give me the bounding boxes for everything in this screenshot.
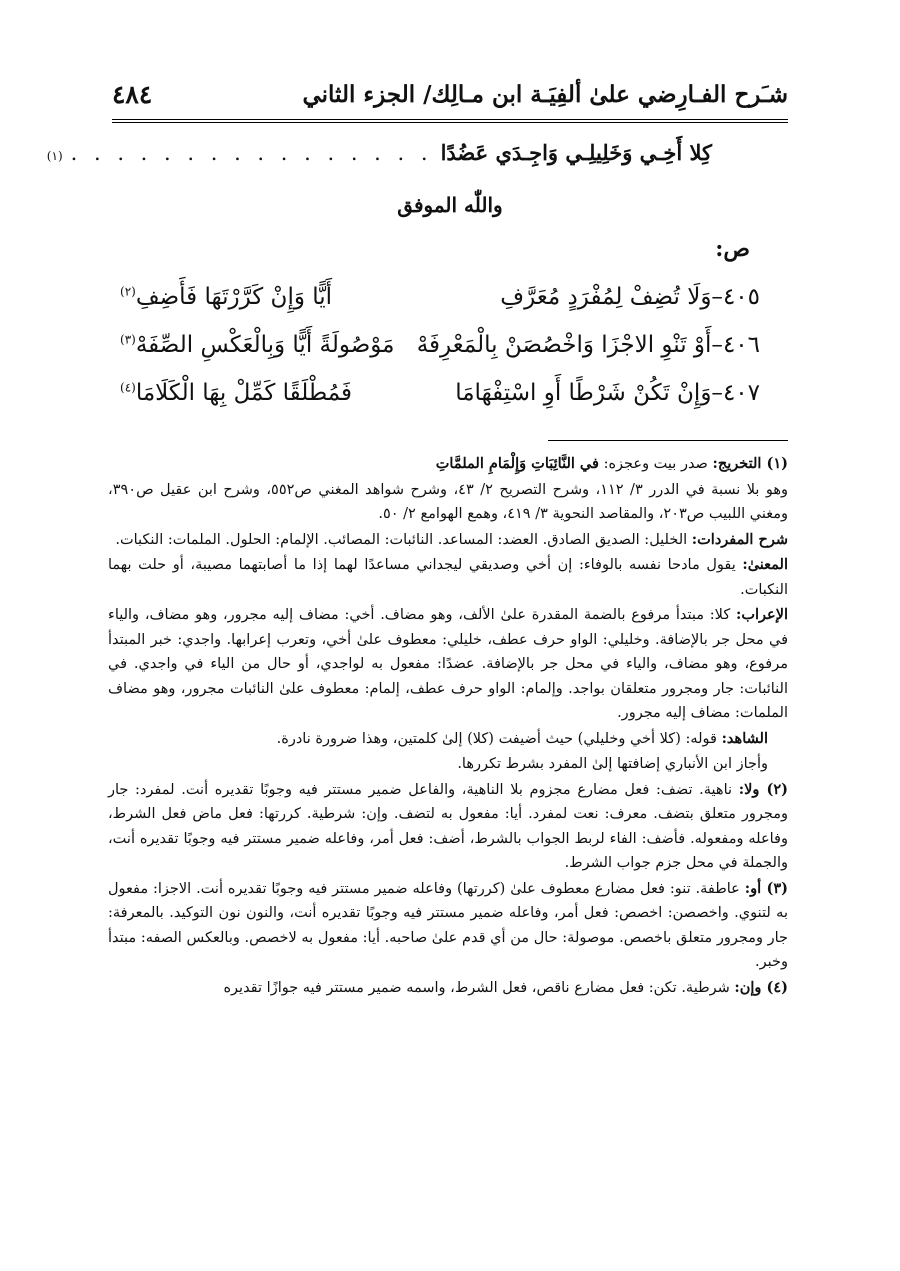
hemistich-first: ٤٠٧–وَإِنْ تَكُنْ شَرْطًا أَوِ اسْتِفْهَامَا: [455, 380, 760, 406]
footnote-paragraph: (٢) ولا: ناهية. تضف: فعل مضارع مجزوم بلا الناهية، والفاعل ضمير مستتر فيه وجوبًا تقديره أنت. لمفرد: جار ومجرور متعلق بتضف. معرف: نعت لمفرد. أيا: مفعول به لتضف. وإن: شرطية. كررتها: فعل ماض فعل الشرط، وفاعله ومفعوله. فأضف: الفاء لربط الجواب بالشرط، أضف: فعل أمر، وفاعله ضمير مستتر فيه وجوبًا تقديره أنت، والجملة في محل جزم جواب الشرط.: [108, 780, 788, 871]
footnote-ref[interactable]: (١): [46, 149, 63, 163]
page-number: ٤٨٤: [112, 79, 153, 109]
footnote-ref[interactable]: (٣): [120, 332, 136, 347]
footnote-paragraph: شرح المفردات: الخليل: الصديق الصادق. العضد: المساعد. النائبات: المصائب. الإلمام: الحلول. الملمات: النكبات.: [115, 530, 788, 548]
poem-line: [120, 332, 760, 372]
footnote-separator: [548, 440, 788, 441]
footnote-ref[interactable]: (٤): [120, 380, 136, 395]
poem-line: [120, 380, 760, 420]
footnote-paragraph: الإعراب: كلا: مبتدأ مرفوع بالضمة المقدرة علىٰ الألف، وهو مضاف. أخي: مضاف إليه مجرور، وهو مضاف، والياء في محل جر بالإضافة. وخليلي: الواو حرف عطف، خليلي: معطوف علىٰ أخي، وتعرب إعرابها. واجدي: خبر المبتدأ مرفوع، وهو مضاف، والياء في محل جر بالإضافة. عضدًا: مفعول به لواجدي، أو حال من الياء في واجدي. في النائبات: جار ومجرور متعلقان بواجد. وإلمام: الواو حرف عطف، إلمام: معطوف علىٰ النائبات مجرور، وهو مضاف الملمات: مضاف إليه مجرور.: [108, 606, 788, 721]
header-rule: [112, 119, 788, 123]
footnote-paragraph: (١) التخريج: صدر بيت وعجزه: في النَّائِبَاتِ وَإِلْمَامِ الملمَّاتِ: [435, 455, 788, 472]
quoted-verse: [46, 140, 712, 165]
footnote-paragraph: (٣) أو: عاطفة. تنو: فعل مضارع معطوف علىٰ (كررتها) وفاعله ضمير مستتر فيه وجوبًا تقديره أنت. الاجزا: مفعول به لتنوي. واخصصن: اخصص: فعل أمر، وفاعله ضمير مستتر فيه وجوبًا تقديره أنت، والنون نون التوكيد. بالمعرفة: جار ومجرور متعلق باخصص. موصولة: حال من أي قدم علىٰ صاحبه. أيا: مفعول به لاخصص. وبالعكس الصفه: مبتدأ وخبر.: [108, 879, 788, 970]
hemistich-second: مَوْصُولَةً أَيًّا وَبِالْعَكْسِ الصِّفَهْ$^{(٣)}$: [120, 332, 395, 358]
section-marker: ص:: [715, 236, 750, 262]
footnote-paragraph: وهو بلا نسبة في الدرر ٣/ ١١٢، وشرح التصريح ٢/ ٤٣، وشرح شواهد المغني ص٥٥٢، وشرح ابن عقيل ص٣٩٠، ومغني اللبيب ص٢٠٣، والمقاصد النحوية ٣/ ٤١٩، وهمع الهوامع ٢/ ٥٠.: [108, 481, 789, 522]
hemistich-second: فَمُطْلَقًا كَمِّلْ بِهَا الْكَلَامَا$^{(٤)}$: [120, 380, 353, 406]
hemistich-first: ٤٠٥–وَلَا تُضِفْ لِمُفْرَدٍ مُعَرَّفِ: [500, 284, 760, 310]
hemistich-second: أَيًّا وَإِنْ كَرَّرْتَهَا فَأَضِفِ$^{(٢)}$: [120, 284, 333, 310]
footnote-ref[interactable]: (٢): [120, 284, 136, 299]
hemistich-first: ٤٠٦–أَوْ تَنْوِ الاجْزَا وَاخْصُصَنْ بِالْمَعْرِفَهْ: [416, 332, 760, 358]
footnote-paragraph: وأجاز ابن الأنباري إضافتها إلىٰ المفرد بشرط تكررها.: [457, 756, 768, 772]
verse-dots: . . . . . . . . . . . . . . . .: [70, 141, 433, 165]
page-header: [112, 72, 788, 116]
closing-phrase: واللّٰه الموفق: [397, 193, 503, 217]
running-title: شـَرح الفـارِضي علىٰ ألفِيَـة ابن مـالِك/ الجزء الثاني: [302, 80, 788, 108]
verse-text: كِلا أَخِـي وَخَلِيلِـي وَاجِـدَي عَضُدًا: [440, 140, 712, 165]
footnote-paragraph: (٤) وإن: شرطية. تكن: فعل مضارع ناقص، فعل الشرط، واسمه ضمير مستتر فيه جوازًا تقديره: [223, 978, 788, 996]
poem-line: [120, 284, 760, 324]
footnotes: [108, 452, 788, 1001]
footnote-paragraph: الشاهد: قوله: (كلا أخي وخليلي) حيث أضيفت (كلا) إلىٰ كلمتين، وهذا ضرورة نادرة.: [276, 729, 768, 747]
footnote-paragraph: المعنىٰ: يقول مادحا نفسه بالوفاء: إن أخي وصديقي ليجداني مساعدًا لهما إذا ما أصابتهما مصيبة، أو حلت بهما النكبات.: [108, 556, 788, 598]
